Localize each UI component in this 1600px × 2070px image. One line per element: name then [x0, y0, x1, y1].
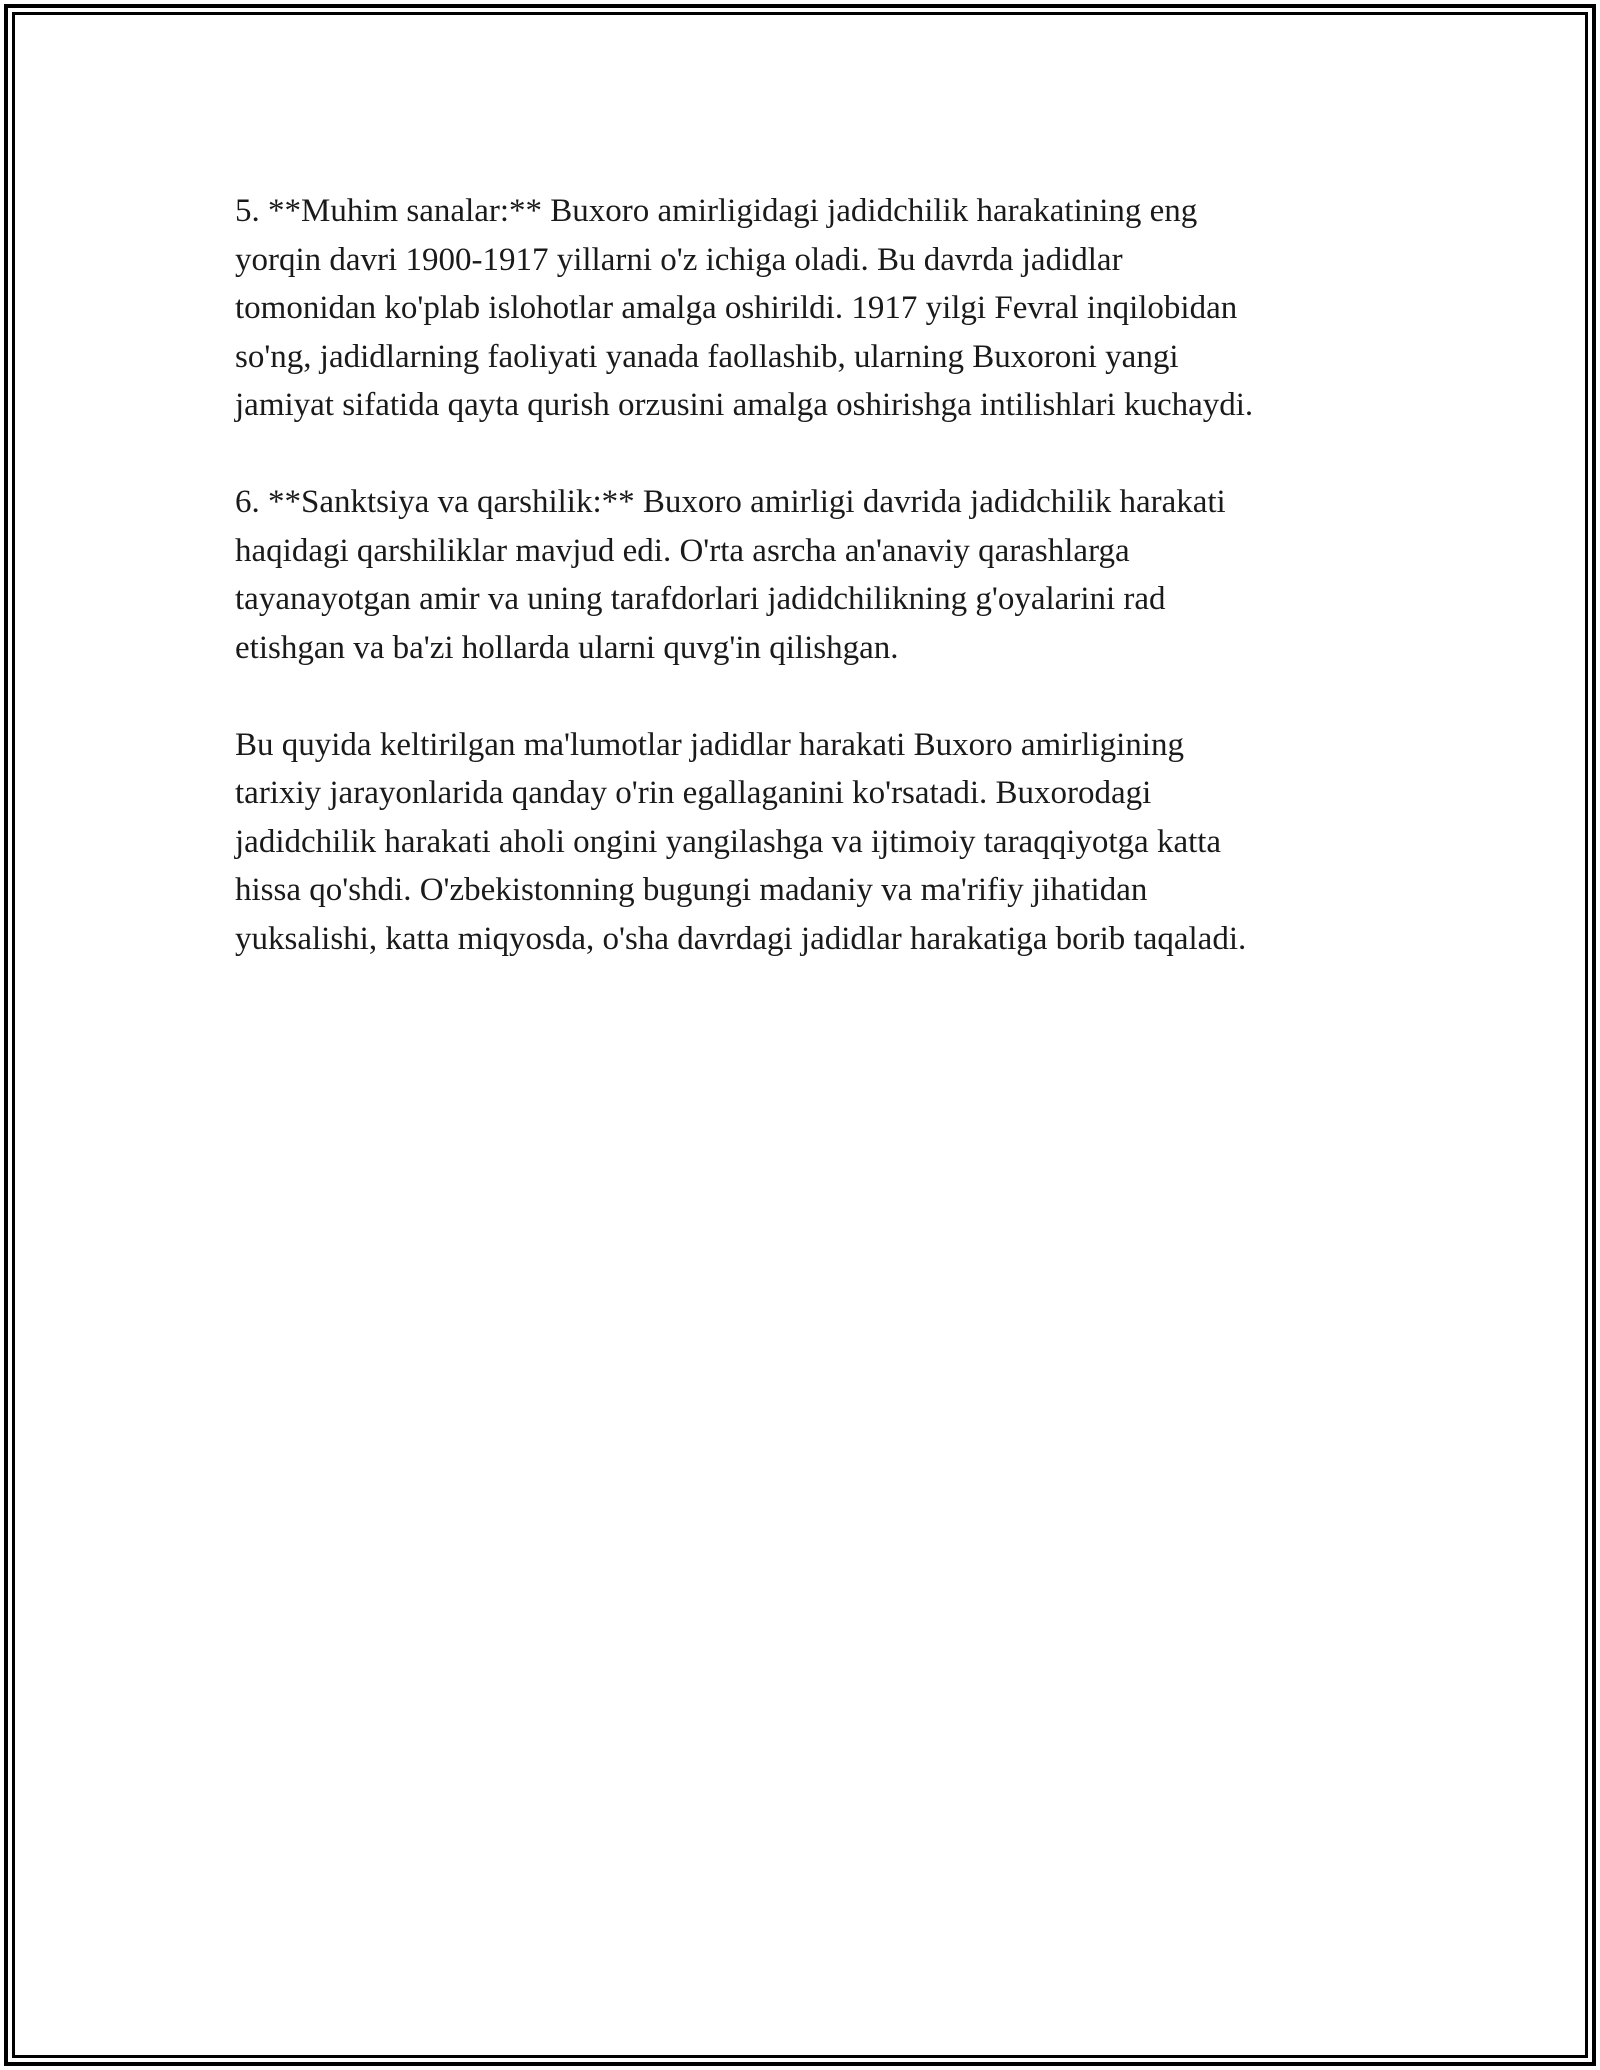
paragraph-conclusion: Bu quyida keltirilgan ma'lumotlar jadidlar harakati Buxoro amirligining tarixiy jarayonlarida qanday o'rin egallaganini ko'rsatadi. Buxorodagi jadidchilik harakati aholi ongini yangilashga va ijtimoiy taraqqiyotga katta hissa qo'shdi. O'zbekistonning bugungi madaniy va ma'rifiy jihatidan yuksalishi, katta miqyosda, o'sha davrdagi jadidlar harakatiga borib taqaladi. — [235, 726, 1247, 957]
document-body — [235, 187, 1385, 1012]
paragraph-sanktsiya-va-qarshilik: 6. **Sanktsiya va qarshilik:** Buxoro amirligi davrida jadidchilik harakati haqidagi qarshiliklar mavjud edi. O'rta asrcha an'anaviy qarashlarga tayanayotgan amir va uning tarafdorlari jadidchilikning g'oyalarini rad etishgan va ba'zi hollarda ularni quvg'in qilishgan. — [235, 484, 1226, 666]
paragraph-muhim-sanalar: 5. **Muhim sanalar:** Buxoro amirligidagi jadidchilik harakatining eng yorqin davri 1900-1917 yillarni o'z ichiga oladi. Bu davrda jadidlar tomonidan ko'plab islohotlar amalga oshirildi. 1917 yilgi Fevral inqilobidan so'ng, jadidlarning faoliyati yanada faollashib, ularning Buxoroni yangi jamiyat sifatida qayta qurish orzusini amalga oshirishga intilishlari kuchaydi. — [235, 193, 1254, 423]
